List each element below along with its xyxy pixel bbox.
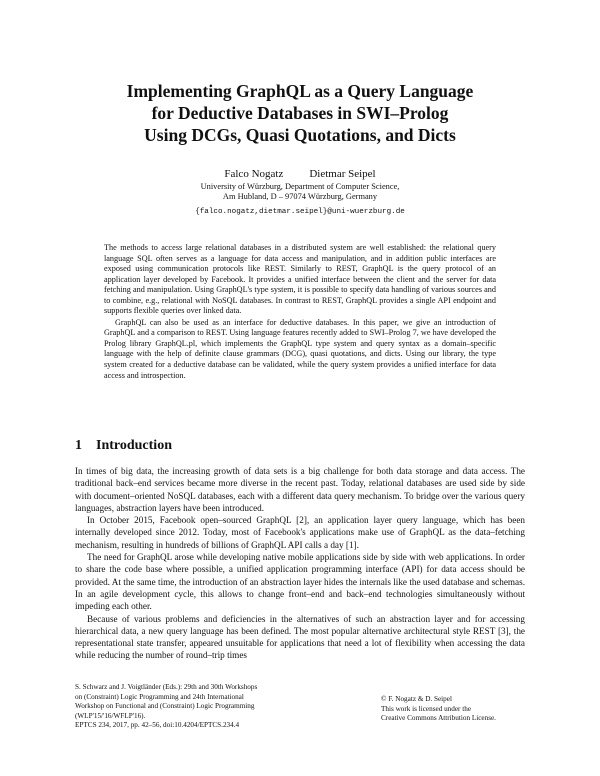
body-paragraph: Because of various problems and deficiencies in the alternatives of such an abstraction layer and for accessing hierarchical data, a new query language has been defined. The most popular alternative architectural style REST [3], the representational state transfer, appeared unsuitable for applications that need a lot of flexibility when accessing the data while reducing the number of round–trip times <box>75 613 525 661</box>
footer-line: S. Schwarz and J. Voigtländer (Eds.): 29th and 30th Workshops <box>75 683 258 691</box>
section-title: Introduction <box>96 438 172 453</box>
footer-line: (WLP'15/'16/WFLP'16). <box>75 711 146 720</box>
abstract <box>104 243 496 381</box>
body-paragraph: The need for GraphQL arose while developing native mobile applications side by side with web applications. In order to share the code base where possible, a unified application programming interface (API) for data access should be provided. At the same time, the introduction of an abstraction layer hides the internals like the used database and schemas. In an agile development cycle, this allows to change front–end and back–end technologies simultaneously without impeding each other. <box>75 552 525 612</box>
footer-line: Workshop on Functional and (Constraint) Logic Programming <box>75 702 255 711</box>
author-name: Falco Nogatz <box>224 168 284 180</box>
title-line-3: Using DCGs, Quasi Quotations, and Dicts <box>144 125 456 145</box>
abstract-paragraph: The methods to access large relational databases in a distributed system are well established: the relational query language SQL often serves as a language for data access and manipulation, and in addition public interfaces are exposed using communication protocols like REST. Similarly to REST, GraphQL is the query protocol of an application layer developed by Facebook. It provides a unified interface between the client and the server for data fetching and manipulation. Using GraphQL's type system, it is possible to specify data handling of various sources and to combine, e.g., relational with NoSQL databases. In contrast to REST, GraphQL provides a single API endpoint and supports flexible queries over linked data. <box>104 243 496 316</box>
body-text <box>75 465 525 662</box>
license-line: This work is licensed under the <box>381 704 472 713</box>
title-line-1: Implementing GraphQL as a Query Language <box>126 81 474 101</box>
affiliation-line: University of Würzburg, Department of Computer Science, <box>200 182 400 191</box>
body-paragraph: In October 2015, Facebook open–sourced GraphQL [2], an application layer query language, which has been internally developed since 2012. Today, most of Facebook's applications make use of GraphQL as the data–fetching mechanism, resulting in hundreds of billions of GraphQL API calls a day [1]. <box>75 515 525 550</box>
copyright-line: © F. Nogatz & D. Seipel <box>381 695 452 703</box>
footer-line: on (Constraint) Logic Programming and 24th International <box>75 692 244 701</box>
author-email: {falco.nogatz,dietmar.seipel}@uni-wuerzburg.de <box>195 208 405 216</box>
section-number: 1 <box>75 438 82 453</box>
body-paragraph: In times of big data, the increasing growth of data sets is a big challenge for both data storage and data access. The traditional back–end services became more diverse in the recent past. Today, relational databases are used side by side with document–oriented NoSQL databases, each with a different data query mechanism. To bridge over the various query languages, abstraction layers have been introduced. <box>75 466 525 513</box>
license-info <box>381 695 531 724</box>
section-heading <box>75 438 172 454</box>
license-line: Creative Commons Attribution License. <box>381 714 496 723</box>
affiliation-line: Am Hubland, D – 97074 Würzburg, Germany <box>222 192 378 201</box>
affiliation <box>0 182 600 202</box>
footer-line: EPTCS 234, 2017, pp. 42–56, doi:10.4204/EPTCS.234.4 <box>75 721 240 730</box>
title-line-2: for Deductive Databases in SWI–Prolog <box>151 103 449 123</box>
paper-title <box>40 80 560 146</box>
author-list <box>0 168 600 180</box>
author-name: Dietmar Seipel <box>309 168 376 180</box>
abstract-paragraph: GraphQL can also be used as an interface for deductive databases. In this paper, we give an introduction of GraphQL and a comparison to REST. Using language features recently added to SWI–Prolog 7, we have developed the Prolog library GraphQL.pl, which implements the GraphQL type system and query syntax as a domain–specific language with the help of definite clause grammars (DCG), quasi quotations, and dicts. Using our library, the type system created for a deductive database can be validated, while the query system provides a unified interface for data access and introspection. <box>104 317 496 380</box>
publication-info <box>75 683 335 731</box>
